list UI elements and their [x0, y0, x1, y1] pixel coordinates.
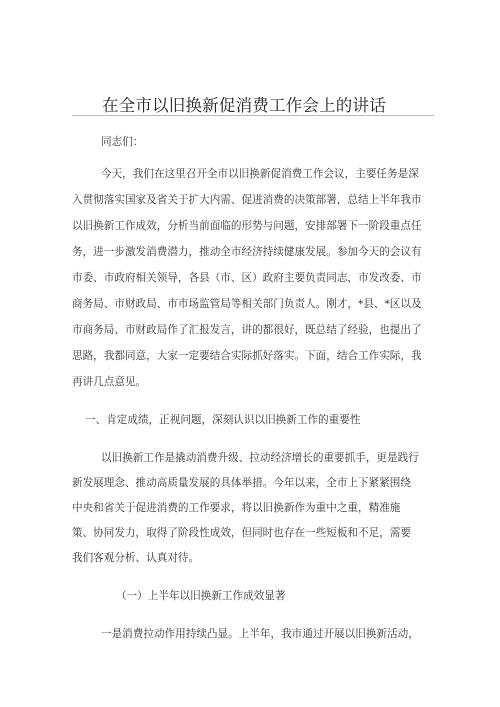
salutation: 同志们：: [101, 136, 144, 148]
document-title: 在全市以旧换新促消费工作会上的讲话: [102, 96, 386, 115]
paragraph-line: 我们客观分析、认真对待。: [72, 552, 200, 564]
paragraph-line: 入贯彻落实国家及省关于扩大内需、促进消费的决策部署，总结上半年我市: [72, 194, 422, 206]
subsection-heading: （一）上半年以旧换新工作成效显著: [116, 590, 286, 602]
paragraph-line: 再讲几点意见。: [72, 376, 147, 388]
paragraph-line: 一是消费拉动作用持续凸显。上半年，我市通过开展以旧换新活动，: [101, 628, 419, 640]
paragraph-line: 以旧换新工作是撬动消费升级、拉动经济增长的重要抓手，更是践行: [101, 452, 419, 464]
paragraph-line: 中央和省关于促进消费的工作要求，将以旧换新作为重中之重，精准施: [72, 502, 401, 514]
paragraph-line: 市委、市政府相关领导，各县（市、区）政府主要负责同志，市发改委、市: [72, 272, 422, 284]
paragraph-line: 市商务局、市财政局作了汇报发言，讲的都很好，既总结了经验，也提出了: [72, 324, 422, 336]
paragraph-line: 思路，我都同意，大家一定要结合实际抓好落实。下面，结合工作实际，我: [72, 350, 422, 362]
section-heading: 一、肯定成绩，正视问题，深刻认识以旧换新工作的重要性: [85, 414, 361, 426]
paragraph-line: 策、协同发力，取得了阶段性成效，但同时也存在一些短板和不足，需要: [72, 527, 411, 539]
paragraph-line: 务，进一步激发消费潜力，推动全市经济持续健康发展。参加今天的会议有: [72, 246, 422, 258]
paragraph-line: 今天，我们在这里召开全市以旧换新促消费工作会议，主要任务是深: [101, 168, 419, 180]
paragraph-line: 商务局、市财政局、市市场监管局等相关部门负责人。刚才，*县、*区以及: [72, 298, 422, 310]
title-underline: [72, 115, 434, 116]
paragraph-line: 以旧换新工作成效，分析当前面临的形势与问题，安排部署下一阶段重点任: [72, 220, 422, 232]
paragraph-line: 新发展理念、推动高质量发展的具体举措。今年以来，全市上下紧紧围绕: [72, 477, 411, 489]
